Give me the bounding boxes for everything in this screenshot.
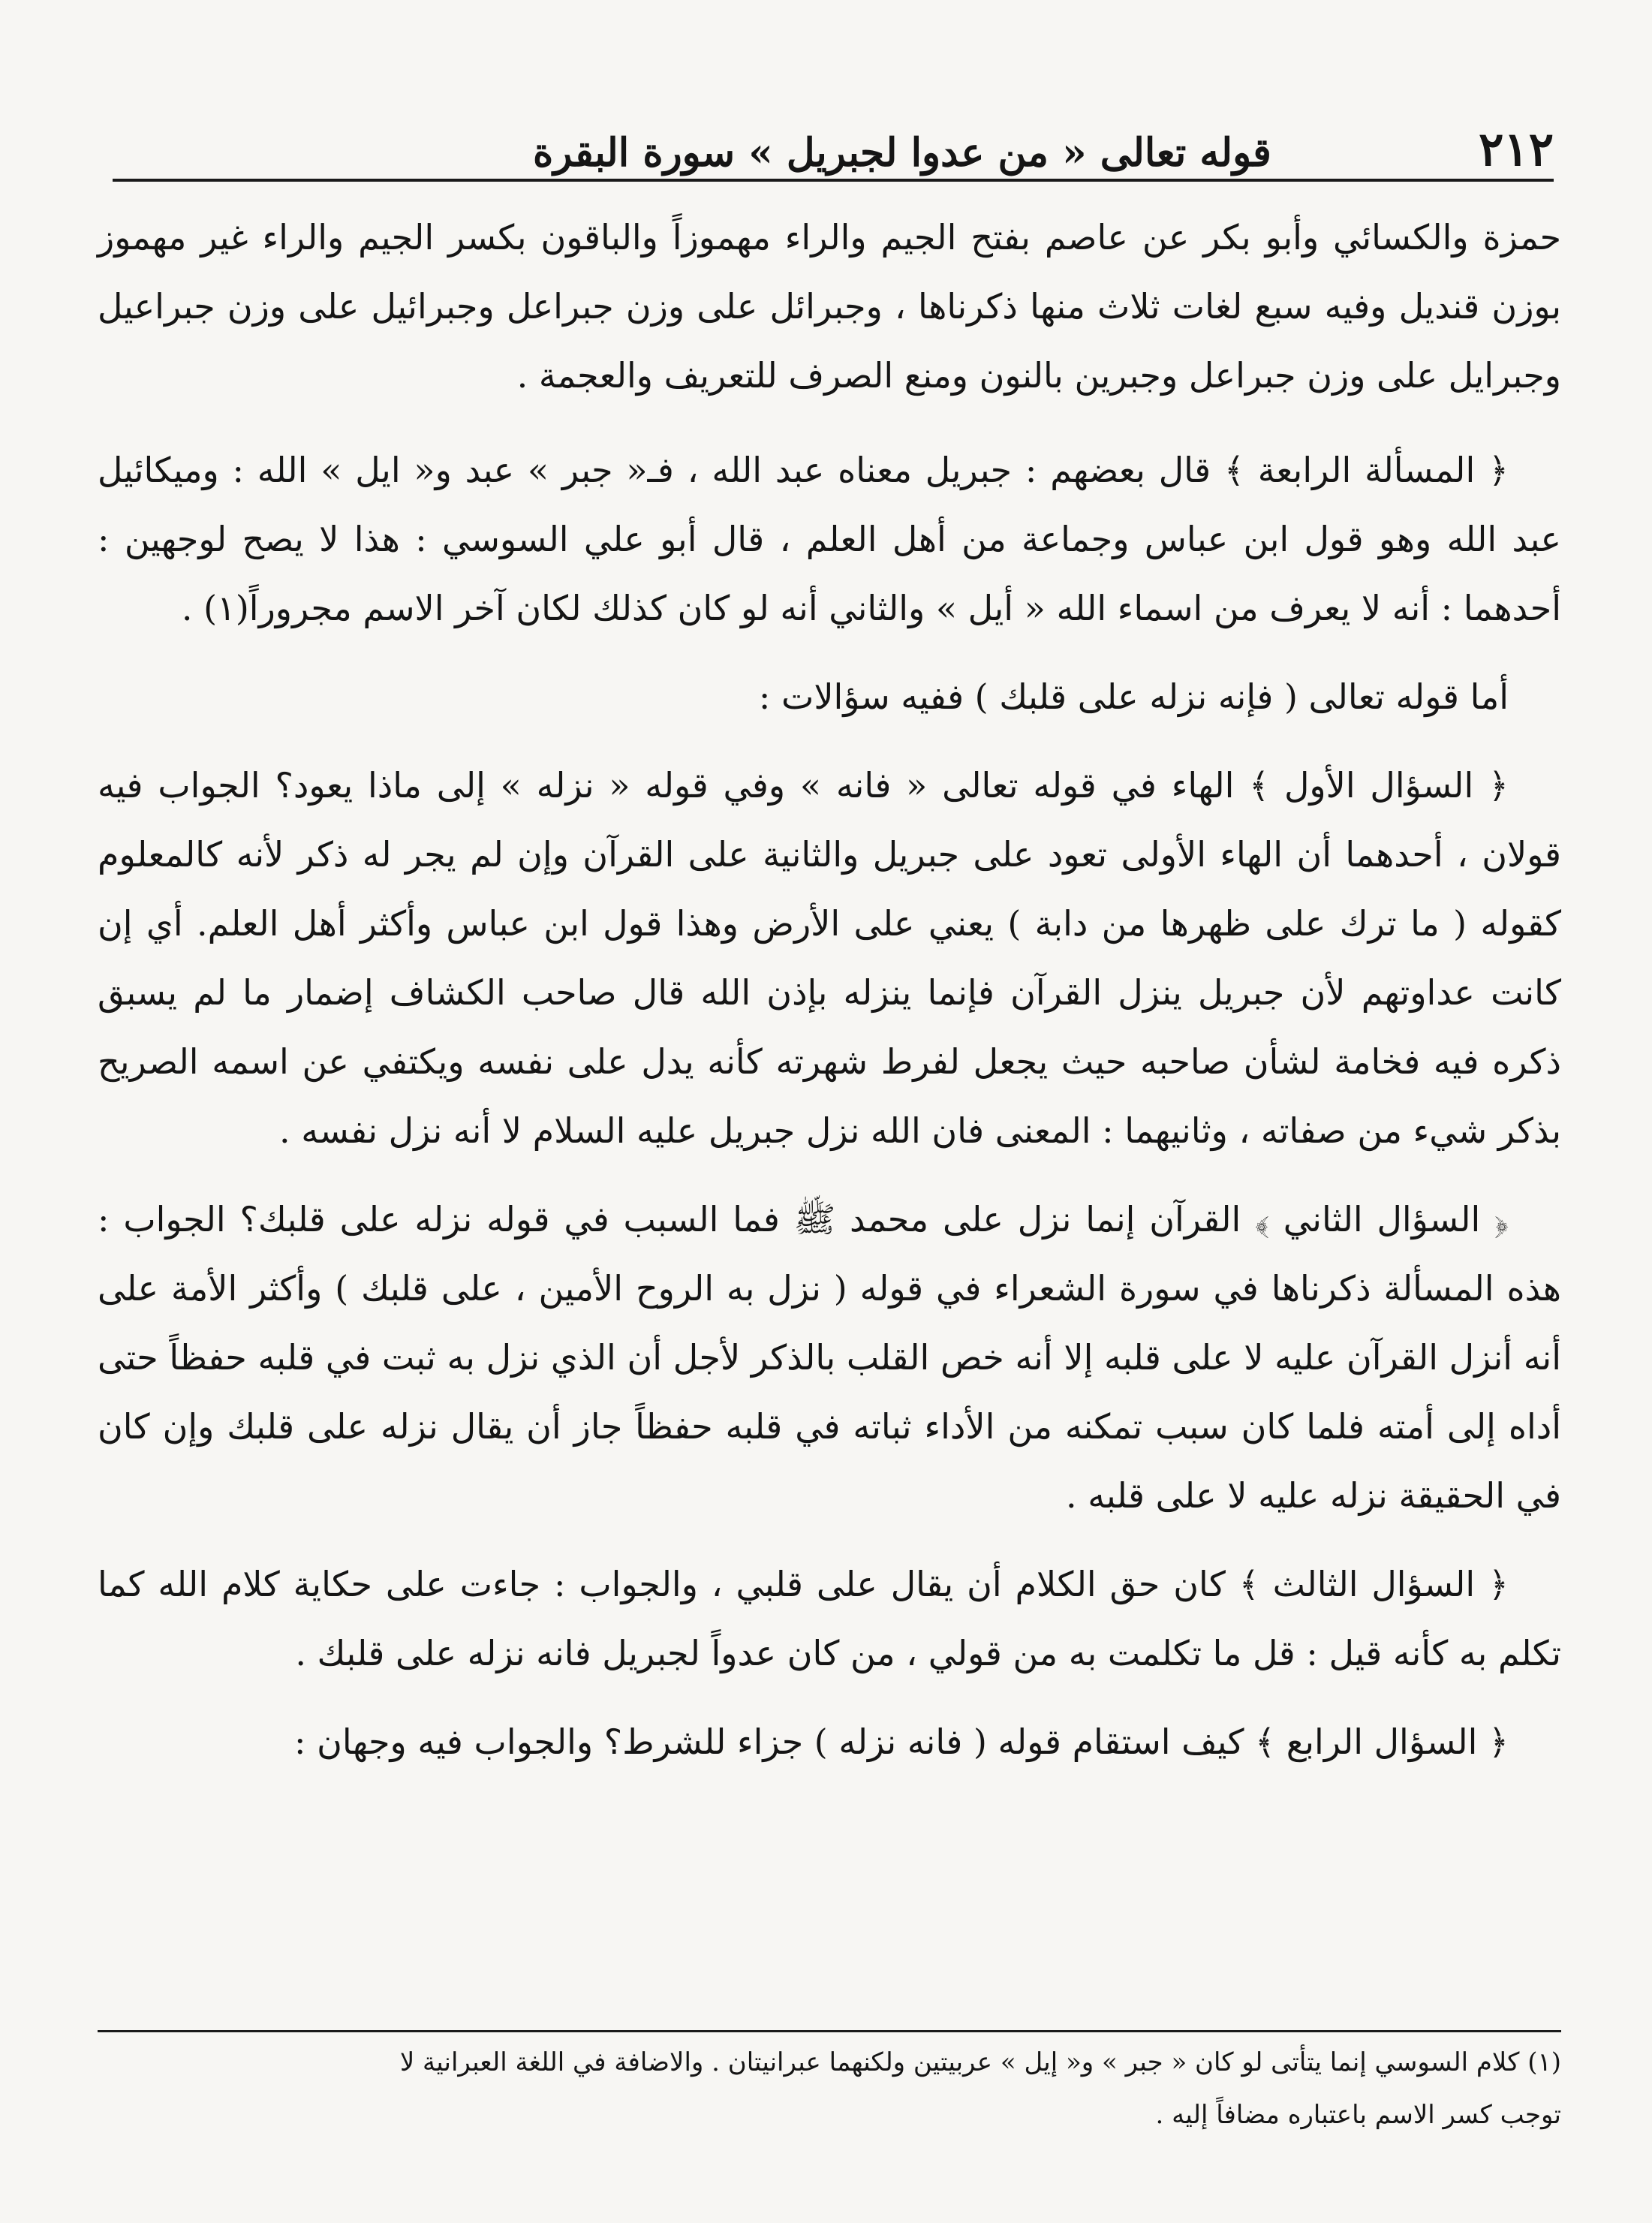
- paragraph-question-one: ﴿ السؤال الأول ﴾ الهاء في قوله تعالى « فانه » وفي قوله « نزله » إلى ماذا يعود؟ الجواب فيه قولان ، أحدهما أن الهاء الأولى تعود على جبريل والثانية على القرآن وإن لم يجر له ذكر لأنه كالمعلوم كقوله ( ما ترك على ظهرها من دابة ) يعني على الأرض وهذا قول ابن عباس وأكثر أهل العلم. أي إن كانت عداوتهم لأن جبريل ينزل القرآن فإنما ينزله بإذن الله قال صاحب الكشاف إضمار ما لم يسبق ذكره فيه فخامة لشأن صاحبه حيث يجعل لفرط شهرته كأنه يدل على نفسه ويكتفي عن اسمه الصريح بذكر شيء من صفاته ، وثانيهما : المعنى فان الله نزل جبريل عليه السلام لا أنه نزل نفسه .: [98, 765, 1561, 1151]
- paragraph-question-three: ﴿ السؤال الثالث ﴾ كان حق الكلام أن يقال على قلبي ، والجواب : جاءت على حكاية كلام الله كما تكلم به كأنه قيل : قل ما تكلمت به من قولي ، من كان عدواً لجبريل فانه نزله على قلبك .: [98, 1564, 1561, 1673]
- header-rule: [113, 179, 1554, 182]
- paragraph-continued: حمزة والكسائي وأبو بكر عن عاصم بفتح الجيم والراء مهموزاً والباقون بكسر الجيم والراء غير مهموز بوزن قنديل وفيه سبع لغات ثلاث منها ذكرناها ، وجبرائل على وزن جبراعل وجبرائيل على وزن جبراعيل وجبرايل على وزن جبراعل وجبرين بالنون ومنع الصرف للتعريف والعجمة .: [98, 217, 1561, 396]
- page-number: ٢١٢: [1479, 122, 1554, 176]
- paragraph-issue-four: ﴿ المسألة الرابعة ﴾ قال بعضهم : جبريل معناه عبد الله ، فـ« جبر » عبد و« ايل » الله : وميكائيل عبد الله وهو قول ابن عباس وجماعة من أهل العلم ، قال أبو علي السوسي : هذا لا يصح لوجهين : أحدهما : أنه لا يعرف من اسماء الله « أيل » والثاني أنه لو كان كذلك لكان آخر الاسم مجروراً(١) .: [98, 450, 1561, 628]
- footnote-line: (١) كلام السوسي إنما يتأتى لو كان « جبر » و« إيل » عربيتين ولكنهما عبرانيتان . والاضافة في اللغة العبرانية لا: [399, 2047, 1561, 2077]
- paragraph-questions-intro: أما قوله تعالى ( فإنه نزله على قلبك ) ففيه سؤالات :: [758, 676, 1509, 717]
- footnote-line: توجب كسر الاسم باعتباره مضافاً إليه .: [1155, 2100, 1561, 2130]
- footnote: [98, 2036, 1561, 2141]
- footnote-rule: [98, 2030, 1561, 2032]
- running-title: قوله تعالى « من عدوا لجبريل » سورة البقرة: [533, 130, 1271, 176]
- page-header: [113, 105, 1554, 176]
- body-text: [98, 203, 1561, 1796]
- paragraph-question-four: ﴿ السؤال الرابع ﴾ كيف استقام قوله ( فانه نزله ) جزاء للشرط؟ والجواب فيه وجهان :: [294, 1721, 1509, 1762]
- paragraph-question-two: ﴿ السؤال الثاني ﴾ القرآن إنما نزل على محمد ﷺ فما السبب في قوله نزله على قلبك؟ الجواب : هذه المسألة ذكرناها في سورة الشعراء في قوله ( نزل به الروح الأمين ، على قلبك ) وأكثر الأمة على أنه أنزل القرآن عليه لا على قلبه إلا أنه خص القلب بالذكر لأجل أن الذي نزل به ثبت في قلبه حفظاً حتى أداه إلى أمته فلما كان سبب تمكنه من الأداء ثباته في قلبه حفظاً جاز أن يقال نزله على قلبك وإن كان في الحقيقة نزله عليه لا على قلبه .: [98, 1199, 1561, 1516]
